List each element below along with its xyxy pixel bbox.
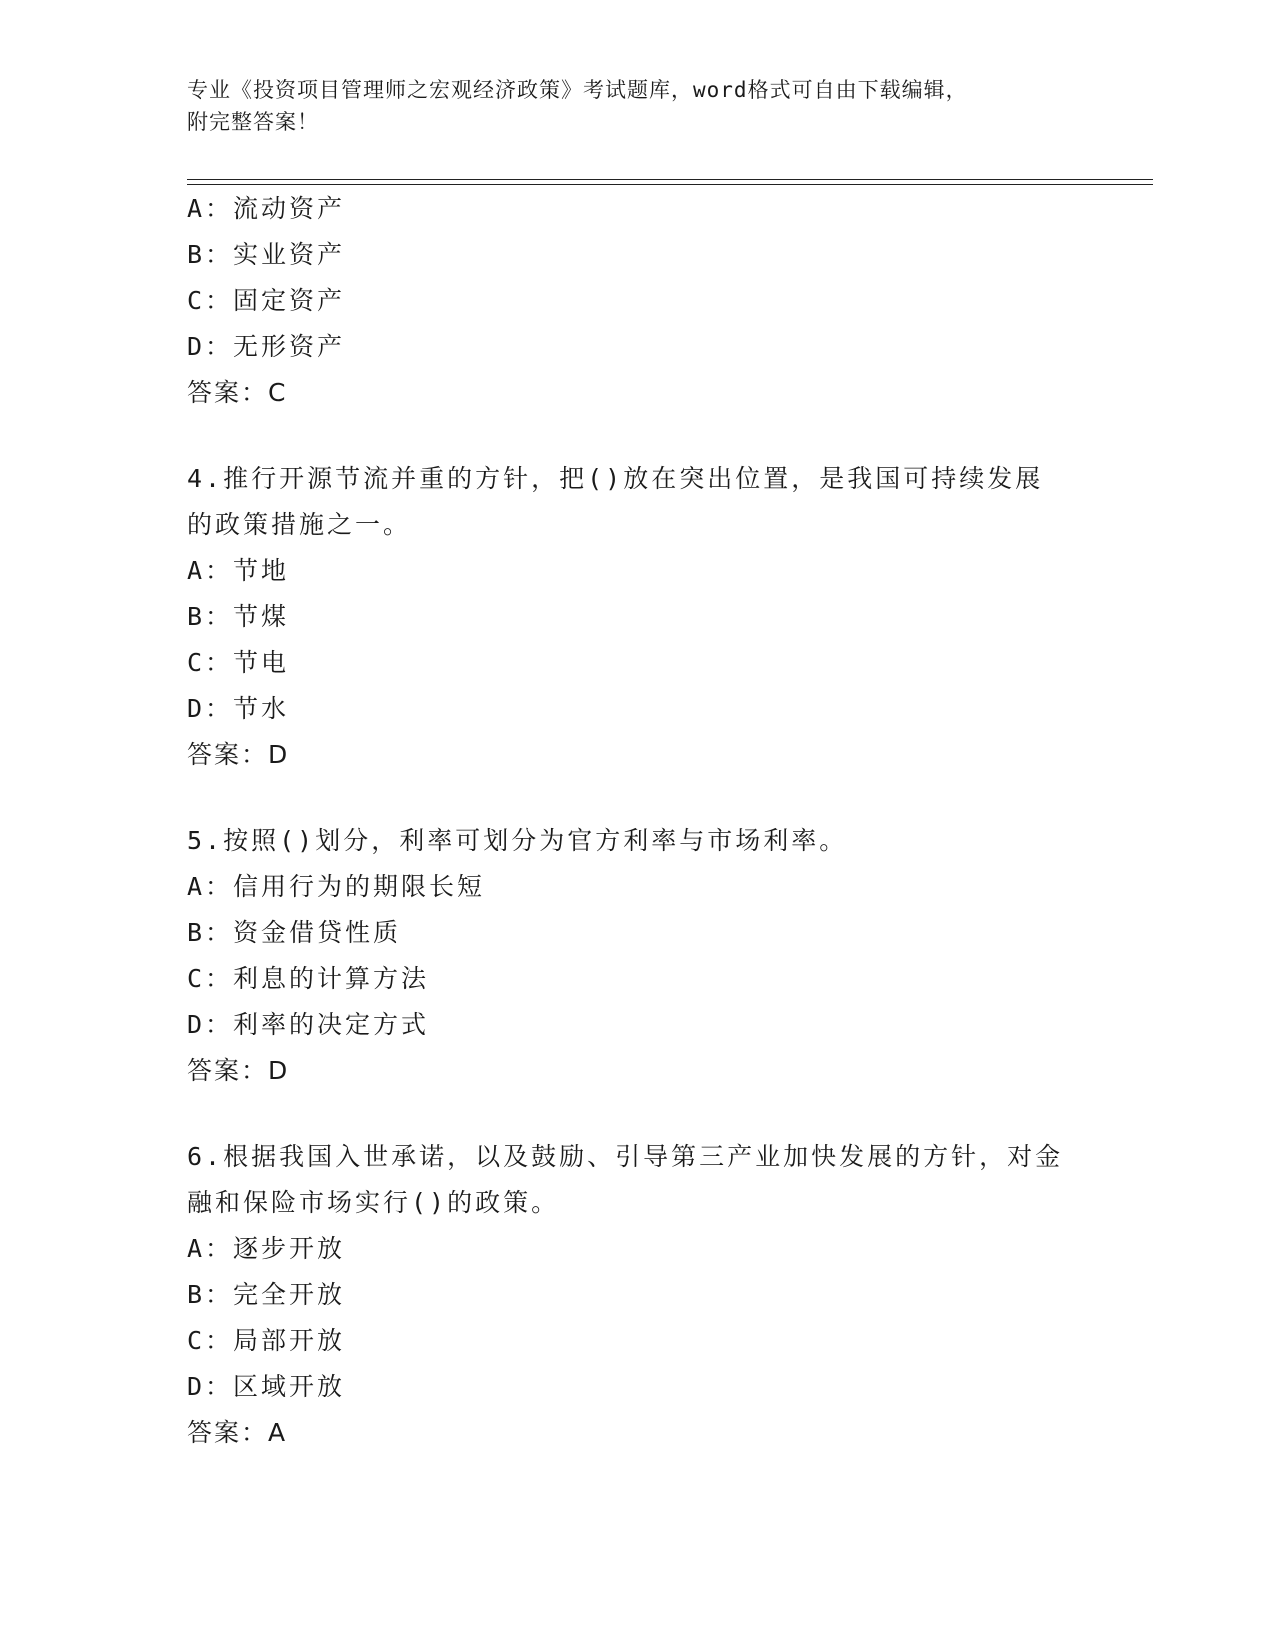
option-a: A：节地 [187, 556, 290, 585]
option-c: C：固定资产 [187, 286, 346, 315]
answer: 答案：D [187, 740, 290, 769]
option-d: D：无形资产 [187, 332, 346, 361]
question-4 [187, 456, 1087, 778]
question-stem: 6.根据我国入世承诺，以及鼓励、引导第三产业加快发展的方针，对金融和保险市场实行()的政策。 [187, 1142, 1064, 1217]
option-a: A：流动资产 [187, 194, 346, 223]
question-6 [187, 1134, 1087, 1456]
option-b: B：资金借贷性质 [187, 918, 402, 947]
header-divider-top [187, 179, 1153, 180]
header-line-1: 专业《投资项目管理师之宏观经济政策》考试题库，word格式可自由下载编辑， [187, 78, 968, 102]
option-d: D：区域开放 [187, 1372, 346, 1401]
question-stem: 5.按照()划分，利率可划分为官方利率与市场利率。 [187, 826, 848, 855]
header-divider-bottom [187, 184, 1153, 185]
answer: 答案：D [187, 1056, 290, 1085]
answer: 答案：A [187, 1418, 288, 1447]
header-line-2: 附完整答案！ [187, 110, 319, 134]
document-header [187, 74, 1067, 138]
answer: 答案：C [187, 378, 288, 407]
option-c: C：局部开放 [187, 1326, 346, 1355]
option-d: D：利率的决定方式 [187, 1010, 430, 1039]
option-a: A：逐步开放 [187, 1234, 346, 1263]
question-3-continued [187, 186, 1087, 416]
question-5 [187, 818, 1087, 1094]
option-d: D：节水 [187, 694, 290, 723]
option-b: B：节煤 [187, 602, 290, 631]
option-a: A：信用行为的期限长短 [187, 872, 486, 901]
option-b: B：完全开放 [187, 1280, 346, 1309]
question-stem: 4.推行开源节流并重的方针，把()放在突出位置，是我国可持续发展的政策措施之一。 [187, 464, 1044, 539]
option-c: C：利息的计算方法 [187, 964, 430, 993]
option-c: C：节电 [187, 648, 290, 677]
option-b: B：实业资产 [187, 240, 346, 269]
